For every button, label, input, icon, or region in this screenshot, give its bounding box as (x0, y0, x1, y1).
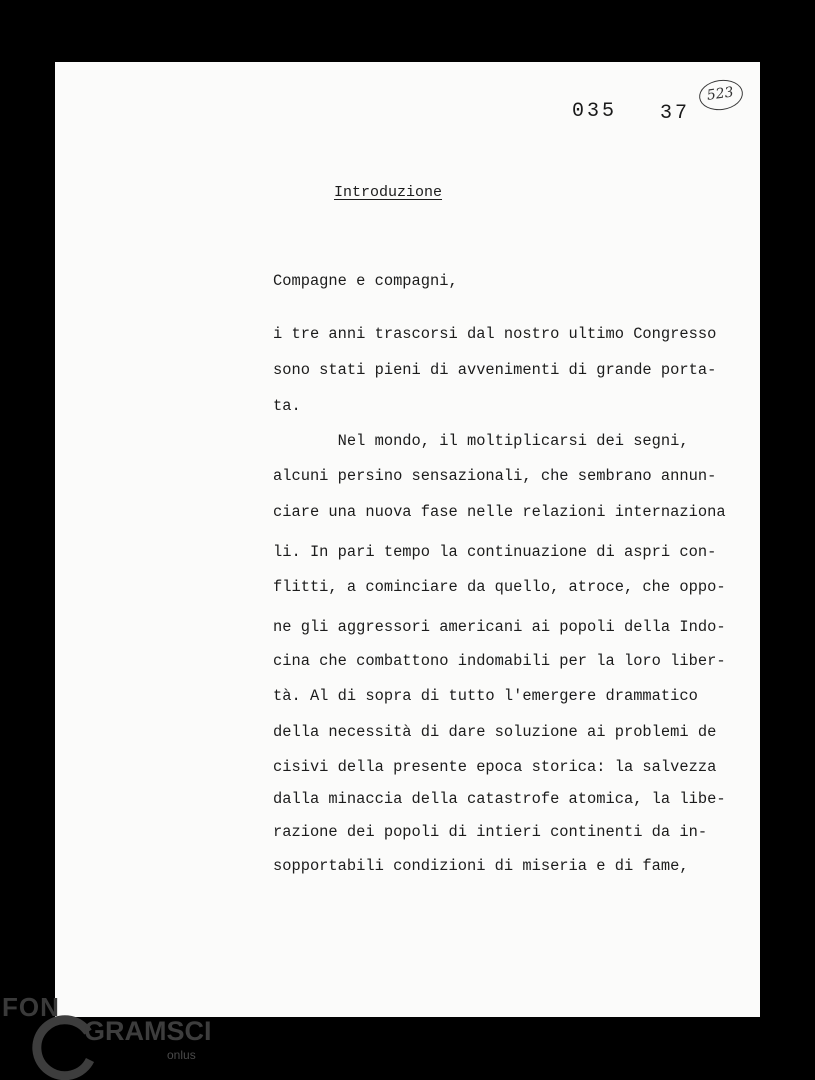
body-line: sono stati pieni di avvenimenti di grande porta- (273, 361, 717, 379)
body-line: sopportabili condizioni di miseria e di fame, (273, 857, 689, 875)
body-line: cina che combattono indomabili per la loro liber- (273, 652, 726, 670)
body-line: dalla minaccia della catastrofe atomica, la libe- (273, 790, 726, 808)
body-line: della necessità di dare soluzione ai problemi de (273, 723, 717, 741)
handwritten-circled-number (697, 77, 745, 113)
body-line: ne gli aggressori americani ai popoli della Indo- (273, 618, 726, 636)
body-line: ciare una nuova fase nelle relazioni internaziona (273, 503, 726, 521)
fondazione-gramsci-watermark (0, 980, 220, 1080)
body-line: cisivi della presente epoca storica: la salvezza (273, 758, 717, 776)
logo-prefix-text: FON (2, 992, 60, 1022)
logo-suffix-text: onlus (167, 1048, 196, 1062)
archive-stamp-number: 035 (572, 100, 618, 123)
body-line: tà. Al di sopra di tutto l'emergere drammatico (273, 687, 698, 705)
body-line: ta. (273, 397, 301, 415)
body-line: flitti, a cominciare da quello, atroce, che oppo- (273, 578, 726, 596)
document-heading: Introduzione (334, 184, 443, 201)
document-page (55, 62, 760, 1017)
body-line: razione dei popoli di intieri continenti da in- (273, 823, 708, 841)
salutation: Compagne e compagni, (273, 272, 458, 290)
page-number: 37 (660, 102, 691, 125)
body-line: i tre anni trascorsi dal nostro ultimo Congresso (273, 325, 717, 343)
logo-name-text: GRAMSCI (84, 1016, 212, 1046)
body-line: li. In pari tempo la continuazione di aspri con- (273, 543, 717, 561)
handwritten-number-text: 523 (705, 84, 735, 104)
body-line: alcuni persino sensazionali, che sembrano annun- (273, 467, 717, 485)
body-line: Nel mondo, il moltiplicarsi dei segni, (273, 432, 689, 450)
